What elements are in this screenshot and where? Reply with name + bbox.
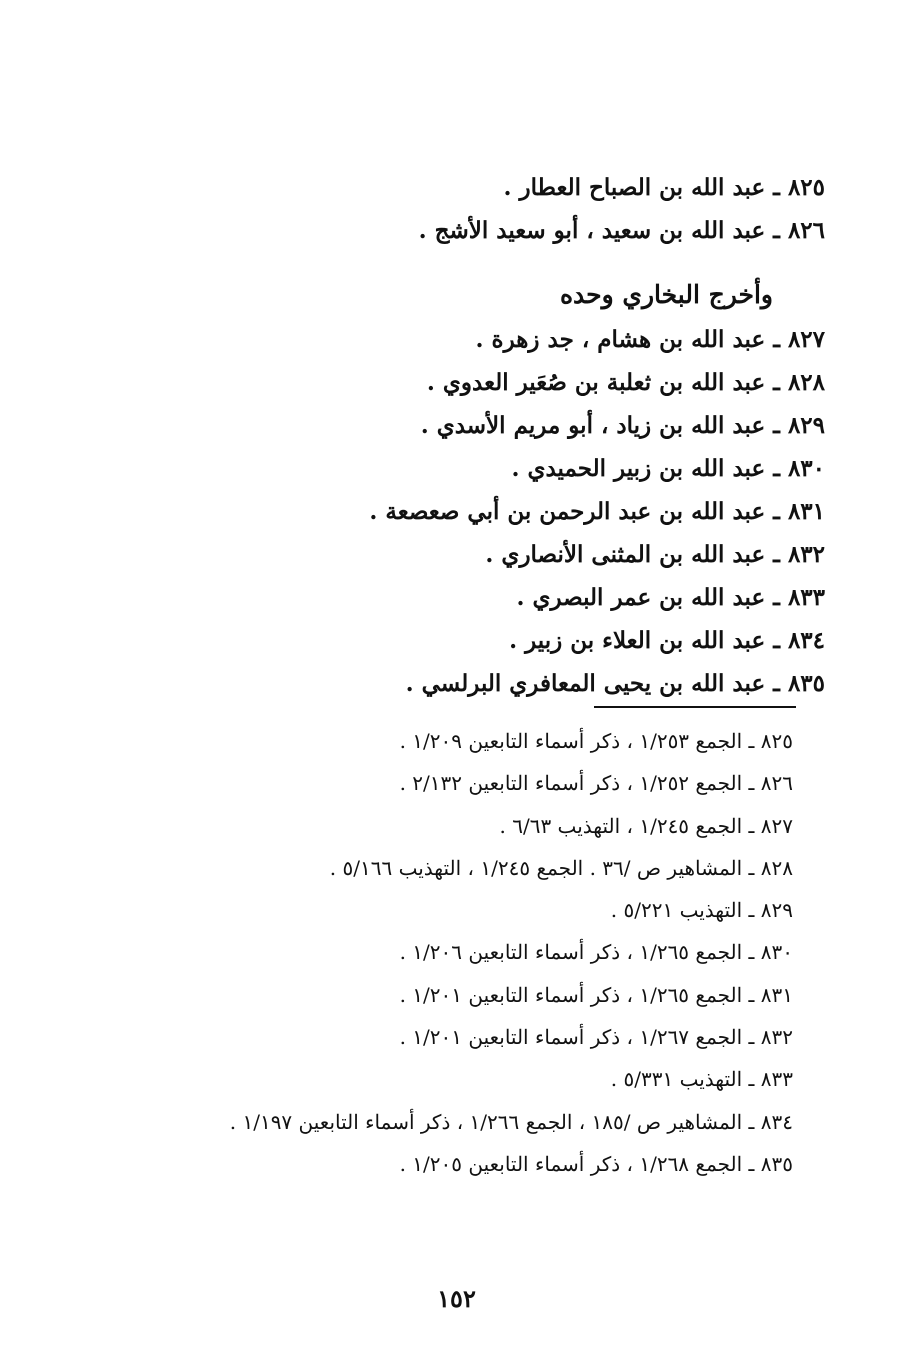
footnote-832: ٨٣٢ ـ الجمع ١/٢٦٧ ، ذكر أسماء التابعين ١/٢٠١ .: [399, 1025, 793, 1050]
footnote-834: ٨٣٤ ـ المشاهير ص /١٨٥ ، الجمع ١/٢٦٦ ، ذكر أسماء التابعين ١/١٩٧ .: [229, 1109, 793, 1134]
footnote-835: ٨٣٥ ـ الجمع ١/٢٦٨ ، ذكر أسماء التابعين ١/٢٠٥ .: [399, 1151, 793, 1176]
entry-832: ٨٣٢ ـ عبد الله بن المثنى الأنصاري .: [485, 541, 825, 568]
entry-830: ٨٣٠ ـ عبد الله بن زبير الحميدي .: [511, 455, 825, 482]
entry-827: ٨٢٧ ـ عبد الله بن هشام ، جد زهرة .: [475, 326, 825, 353]
entry-835: ٨٣٥ ـ عبد الله بن يحيى المعافري البرلسي .: [405, 670, 825, 697]
entry-828: ٨٢٨ ـ عبد الله بن ثعلبة بن صُعَير العدوي .: [426, 369, 825, 396]
footnote-825: ٨٢٥ ـ الجمع ١/٢٥٣ ، ذكر أسماء التابعين ١/٢٠٩ .: [399, 729, 793, 753]
entry-834: ٨٣٤ ـ عبد الله بن العلاء بن زبير .: [509, 627, 825, 654]
footnote-831: ٨٣١ ـ الجمع ١/٢٦٥ ، ذكر أسماء التابعين ١/٢٠١ .: [399, 982, 793, 1007]
entry-825: ٨٢٥ ـ عبد الله بن الصباح العطار .: [503, 174, 825, 201]
footnote-divider: [594, 706, 796, 708]
footnote-826: ٨٢٦ ـ الجمع ١/٢٥٢ ، ذكر أسماء التابعين ٢/١٣٢ .: [399, 771, 793, 796]
main-text: [265, 166, 825, 705]
entry-831: ٨٣١ ـ عبد الله بن عبد الرحمن بن أبي صعصعة .: [369, 498, 825, 525]
entry-826: ٨٢٦ ـ عبد الله بن سعيد ، أبو سعيد الأشج .: [418, 217, 825, 244]
footnote-829: ٨٢٩ ـ التهذيب ٥/٢٢١ .: [610, 898, 793, 923]
footnote-830: ٨٣٠ ـ الجمع ١/٢٦٥ ، ذكر أسماء التابعين ١/٢٠٦ .: [399, 940, 793, 965]
footnotes: [103, 720, 793, 1185]
entry-829: ٨٢٩ ـ عبد الله بن زياد ، أبو مريم الأسدي .: [420, 412, 825, 439]
section-heading: وأخرج البخاري وحده: [559, 280, 773, 309]
footnote-833: ٨٣٣ ـ التهذيب ٥/٣٣١ .: [610, 1067, 793, 1092]
footnote-827: ٨٢٧ ـ الجمع ١/٢٤٥ ، التهذيب ٦/٦٣ .: [499, 813, 793, 838]
footnote-828: ٨٢٨ ـ المشاهير ص /٣٦ . الجمع ١/٢٤٥ ، التهذيب ٥/١٦٦ .: [329, 855, 793, 880]
entry-833: ٨٣٣ ـ عبد الله بن عمر البصري .: [516, 584, 825, 611]
page-number: ١٥٢: [437, 1284, 476, 1313]
